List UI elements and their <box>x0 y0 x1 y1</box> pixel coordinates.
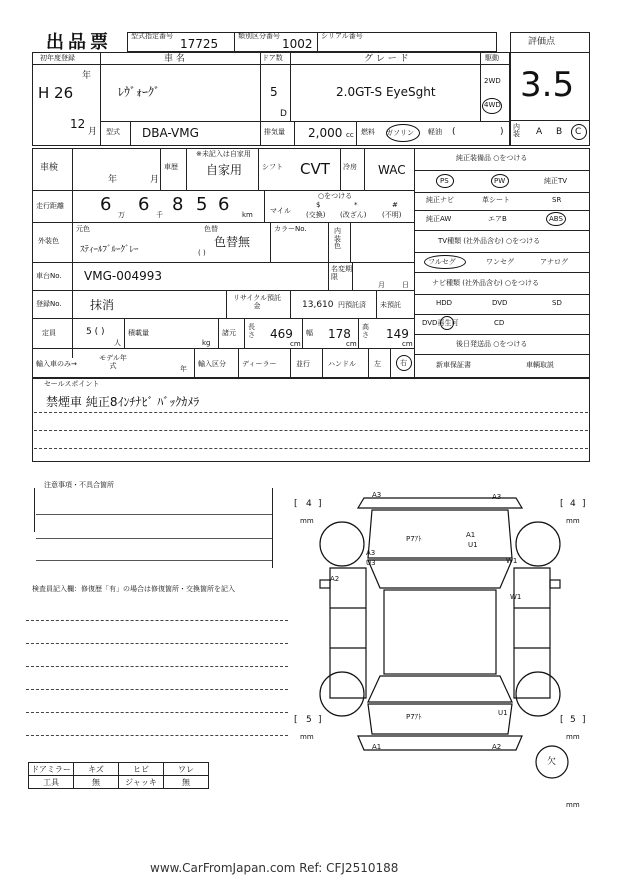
drive-2wd: 2WD <box>484 77 501 85</box>
car-name-label: 車 名 <box>164 54 185 64</box>
class-label: 類別区分番号 <box>238 32 280 40</box>
navi-hdd: HDD <box>436 299 453 307</box>
light-oil-label: 軽油 <box>428 128 442 136</box>
missing-tools-label: 工具 <box>29 776 74 789</box>
missing-items-table <box>28 762 209 789</box>
car-name-value: ﾚｳﾞｫｰｸﾞ <box>118 85 161 99</box>
width-unit: cm <box>346 340 357 348</box>
serial-label: シリアル番号 <box>321 32 363 40</box>
mileage-km: km <box>242 211 253 219</box>
name-change-month: 月 <box>378 281 385 289</box>
tire-rr-bracket-close: ] <box>582 715 586 725</box>
interior-label: 内装 <box>513 123 520 138</box>
damage-mark: W1 <box>510 593 522 601</box>
tire-fl-bracket: [ <box>294 499 298 509</box>
navi-dvd: DVD <box>492 299 508 307</box>
drive-4wd: 4WD <box>484 101 501 109</box>
tv-oneseg: ワンセグ <box>486 258 514 266</box>
capacity-unit: 人 <box>114 339 121 347</box>
missing-crack: ヒビ <box>119 763 164 776</box>
car-damage-diagram <box>290 488 590 808</box>
unknown-label: (不明) <box>382 211 402 219</box>
equip-tv: 純正TV <box>544 177 568 185</box>
missing-jack-label: ジャッキ <box>119 776 164 789</box>
inspector-label: 検査員記入欄：修復歴「有」の場合は修復箇所・交換箇所を記入 <box>32 585 235 593</box>
spare-tire-mark: 欠 <box>547 757 557 767</box>
equip-leather: 革シート <box>482 196 510 204</box>
exchange-mark: $ <box>316 201 321 209</box>
interior-a: A <box>536 127 543 137</box>
missing-jack-value: 無 <box>164 776 209 789</box>
fuel-value: ガソリン <box>386 129 414 137</box>
capacity-label: 定員 <box>42 329 56 337</box>
later-manual: 車輌取説 <box>526 361 554 369</box>
tire-rl-unit: mm <box>300 733 314 741</box>
later-header: 後日発送品 ○をつける <box>456 340 528 348</box>
genuine-header: 純正装備品 ○をつける <box>456 154 528 162</box>
tire-rl-value: 5 <box>306 715 312 725</box>
drive-label: 駆動 <box>485 54 499 62</box>
damage-mark: A1 <box>372 743 382 751</box>
orig-color-value: ｽﾃｨｰﾙﾌﾞﾙｰｸﾞﾚｰ <box>80 245 139 255</box>
tire-rr-bracket: [ <box>560 715 564 725</box>
navi-cd: CD <box>494 319 505 327</box>
cc-unit: cc <box>346 131 354 139</box>
bracket-open: ( <box>452 127 456 137</box>
later-warranty: 新車保証書 <box>436 361 471 369</box>
equip-airbag: エアB <box>488 215 507 223</box>
shift-value: CVT <box>300 160 330 178</box>
recycle-label: リサイクル預託金 <box>232 294 282 311</box>
equip-pw: PW <box>494 177 506 185</box>
missing-broken: ワレ <box>164 763 209 776</box>
damage-mark: U1 <box>498 709 508 717</box>
missing-scratch: キズ <box>74 763 119 776</box>
tire-fr-bracket-close: ] <box>582 499 586 509</box>
shaken-year: 年 <box>108 175 118 185</box>
interior-color-label: 内装色 <box>334 227 341 251</box>
tire-rr-unit: mm <box>566 733 580 741</box>
first-reg-era: H 26 <box>38 84 74 102</box>
tire-fr-unit: mm <box>566 517 580 525</box>
rating-label: 評価点 <box>528 37 556 47</box>
month-label: 月 <box>88 127 98 137</box>
sales-label: セールスポイント <box>44 380 100 388</box>
fuel-label: 燃料 <box>361 128 375 136</box>
model-value: DBA-VMG <box>142 126 199 140</box>
exchange-label: (交換) <box>306 211 326 219</box>
damage-mark: P7ｱﾄ <box>406 535 422 543</box>
mileage-label: 走行距離 <box>36 202 64 210</box>
tire-fr-bracket: [ <box>560 499 564 509</box>
equip-ps: PS <box>440 177 449 185</box>
mileage-digit-5: 6 <box>218 194 230 215</box>
missing-tools-value: 無 <box>74 776 119 789</box>
history-label: 車歴 <box>164 163 178 171</box>
exterior-color-label: 外装色 <box>38 237 59 245</box>
shaken-label: 車検 <box>40 163 59 173</box>
mileage-digit-3: 8 <box>172 194 184 215</box>
model-year-unit: 年 <box>180 365 187 373</box>
load-unit: kg <box>202 339 211 347</box>
height-unit: cm <box>402 340 413 348</box>
sales-text: 禁煙車 純正8ｲﾝﾁﾅﾋﾞ ﾊﾞｯｸｶﾒﾗ <box>46 395 200 409</box>
damage-mark: A3 <box>366 549 376 557</box>
mileage-man: 万 <box>118 211 125 219</box>
grade-value: 2.0GT-S EyeSght <box>336 85 436 99</box>
changed-color-value: 色替無 <box>214 235 251 249</box>
damage-mark: A1 <box>466 531 476 539</box>
navi-header: ナビ種類 (社外品含む) ○をつける <box>432 279 540 287</box>
dealer-label: ディーラー <box>242 360 277 368</box>
damage-mark: U1 <box>468 541 478 549</box>
length-unit: cm <box>290 340 301 348</box>
parallel-label: 並行 <box>296 360 310 368</box>
chassis-label: 車台No. <box>36 272 62 280</box>
damage-mark: P7ｱﾄ <box>406 713 422 721</box>
tire-fl-bracket-close: ] <box>318 499 322 509</box>
handle-left: 左 <box>374 360 381 368</box>
mileage-digit-2: 6 <box>138 194 150 215</box>
model-cert-value: 17725 <box>180 37 219 51</box>
color-no-label: カラーNo. <box>274 225 307 233</box>
tv-header: TV種類 (社外品含む) ○をつける <box>438 237 541 245</box>
form-title: 出品票 <box>46 32 112 53</box>
year-label: 年 <box>82 71 92 81</box>
caution-label: 注意事項・不具合箇所 <box>44 481 114 489</box>
recycle-paid-label: 円預託済 <box>338 301 366 309</box>
tv-fullseg: フルセグ <box>428 258 456 266</box>
first-reg-month: 12 <box>70 117 86 131</box>
shaken-month: 月 <box>150 175 160 185</box>
tamper-label: (改ざん) <box>340 211 367 219</box>
mileage-digit-4: 5 <box>196 194 208 215</box>
damage-mark: A3 <box>492 493 502 501</box>
mileage-sen: 千 <box>156 211 163 219</box>
tire-rl-bracket: [ <box>294 715 298 725</box>
tire-fr-value: 4 <box>570 499 576 509</box>
length-label: 長さ <box>248 323 255 339</box>
footer-watermark: www.CarFromJapan.com Ref: CFJ2510188 <box>150 861 399 875</box>
damage-mark: A2 <box>330 575 340 583</box>
changed-color-label: 色替 <box>204 225 218 233</box>
bracket-close: ) <box>500 127 504 137</box>
tire-fl-unit: mm <box>300 517 314 525</box>
name-change-label: 名変期限 <box>331 265 352 281</box>
width-value: 178 <box>328 327 351 341</box>
registration-value: 抹消 <box>90 298 115 312</box>
chassis-value: VMG-004993 <box>84 269 162 283</box>
sales-point-box <box>32 378 590 462</box>
navi-dvd-play: DVD再生可 <box>422 319 459 327</box>
history-note: ※未記入は自家用 <box>196 150 251 158</box>
tire-fl-value: 4 <box>306 499 312 509</box>
width-label: 幅 <box>306 329 313 337</box>
height-label: 高さ <box>362 323 369 339</box>
equip-aw: 純正AW <box>426 215 452 223</box>
interior-c: C <box>575 127 582 137</box>
model-label: 型式 <box>106 128 120 136</box>
capacity-value: 5 ( ) <box>86 327 105 337</box>
ac-label: 冷房 <box>343 163 357 171</box>
grade-label: グ レ ー ド <box>364 54 409 64</box>
rating-value: 3.5 <box>520 65 575 105</box>
spare-unit: mm <box>566 801 580 809</box>
length-value: 469 <box>270 327 293 341</box>
navi-sd: SD <box>552 299 562 307</box>
equip-sr: SR <box>552 196 562 204</box>
damage-mark: A3 <box>372 491 382 499</box>
cert-label: 諸元 <box>222 329 236 337</box>
damage-mark: A2 <box>492 743 502 751</box>
mileage-digit-1: 6 <box>100 194 112 215</box>
model-year-label: モデル年式 <box>99 354 127 371</box>
equip-navi: 純正ナビ <box>426 196 454 204</box>
recycle-unpaid-label: 未預託 <box>380 301 401 309</box>
doors-type: D <box>280 109 287 119</box>
height-value: 149 <box>386 327 409 341</box>
displacement-value: 2,000 <box>308 126 343 140</box>
doors-label: ドア数 <box>262 54 283 62</box>
orig-color-label: 元色 <box>76 225 90 233</box>
changed-color-paren: ( ) <box>198 249 206 257</box>
ac-value: WAC <box>378 163 406 177</box>
model-cert-label: 型式指定番号 <box>131 32 173 40</box>
registration-label: 登録No. <box>36 300 62 308</box>
equip-abs: ABS <box>549 215 563 223</box>
interior-b: B <box>556 127 563 137</box>
history-value: 自家用 <box>206 163 243 177</box>
first-reg-label: 初年度登録 <box>40 54 75 62</box>
tire-rr-value: 5 <box>570 715 576 725</box>
displacement-label: 排気量 <box>264 128 285 136</box>
missing-door-mirror: ドアミラー <box>29 763 74 776</box>
handle-label: ハンドル <box>328 360 356 368</box>
tire-rl-bracket-close: ] <box>318 715 322 725</box>
handle-right: 右 <box>400 359 407 367</box>
shift-label: シフト <box>262 163 283 171</box>
unknown-mark: # <box>392 201 398 209</box>
tv-analog: アナログ <box>540 258 568 266</box>
class-value: 1002 <box>282 37 313 51</box>
import-only-label: 輸入車のみ→ <box>36 360 77 368</box>
import-class-label: 輸入区分 <box>198 360 226 368</box>
mile-label: マイル <box>270 207 291 215</box>
doors-value: 5 <box>270 85 278 99</box>
name-change-day: 日 <box>402 281 409 289</box>
damage-mark: U3 <box>366 559 376 567</box>
tamper-mark: * <box>354 201 358 209</box>
load-label: 積載量 <box>128 329 149 337</box>
damage-mark: W1 <box>506 557 518 565</box>
mileage-check-note: ○をつける <box>318 192 353 200</box>
recycle-value: 13,610 <box>302 300 334 310</box>
